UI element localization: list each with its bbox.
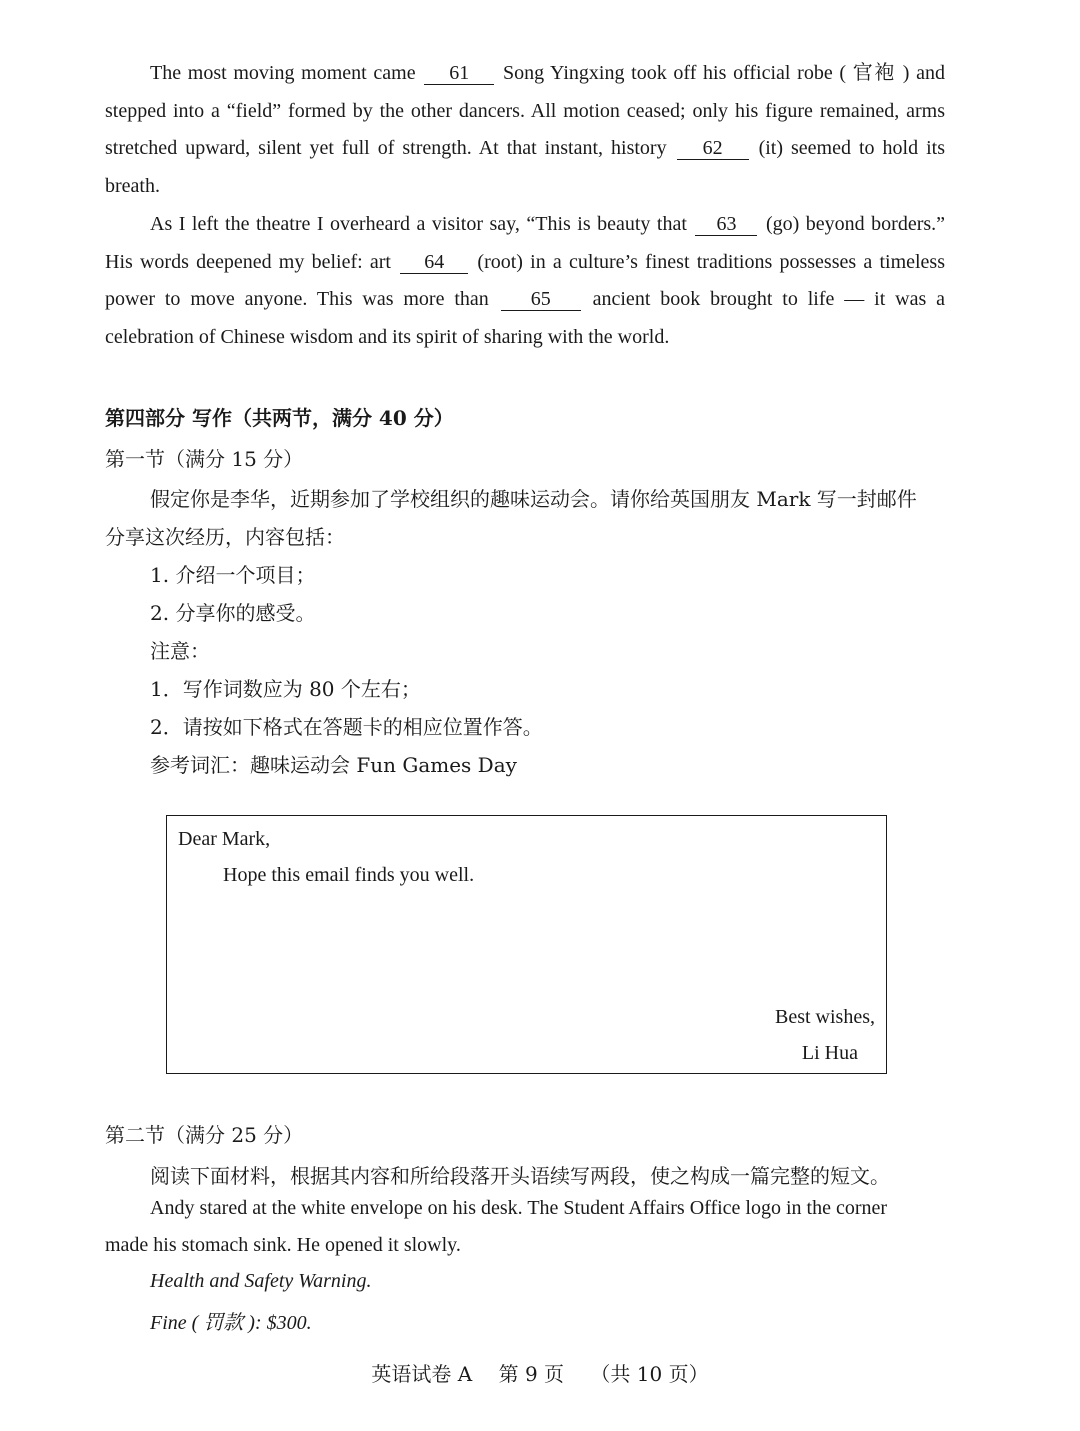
task-point-2: 2. 分享你的感受。 — [150, 601, 316, 625]
passage-text: The most moving moment came — [150, 62, 416, 84]
passage-paragraph-1 — [105, 55, 945, 206]
passage-text: (go) beyond borders.” His words deepened my belief: art — [105, 213, 946, 273]
section-two-title: 第二节（满分 25 分） — [105, 1123, 304, 1147]
note-label: 注意： — [150, 639, 210, 663]
page-footer — [0, 1358, 1080, 1387]
fine-amount: Fine ( 罚款 ): $300. — [150, 1312, 312, 1334]
section-two-instruction: 阅读下面材料，根据其内容和所给段落开头语续写两段，使之构成一篇完整的短文。 — [150, 1164, 890, 1188]
letter-closing: Best wishes, — [775, 1006, 875, 1028]
passage-text: (root) in a culture’s finest traditions possesses a timeless power to move anyone. This was more than — [105, 250, 946, 311]
story-line-1: Andy stared at the white envelope on his desk. The Student Affairs Office logo in the corner — [150, 1197, 888, 1219]
blank-62: 62 — [677, 137, 749, 160]
section-one-title: 第一节（满分 15 分） — [105, 447, 304, 471]
note-1: 1．写作词数应为 80 个左右； — [150, 677, 421, 701]
passage-text: ancient book brought to life — it was a celebration of Chinese wisdom and its spirit of sharing with the world. — [105, 288, 946, 349]
warning-title: Health and Safety Warning. — [150, 1270, 372, 1292]
letter-template-box — [166, 815, 887, 1074]
part-four-title: 第四部分 写作（共两节，满分 40 分） — [105, 406, 454, 430]
passage-text: As I left the theatre I overheard a visitor say, “This is beauty that — [150, 213, 687, 235]
passage-text: (it) seemed to hold its breath. — [105, 137, 945, 198]
passage-text: Song Yingxing took off his official robe ( 官袍 ) and stepped into a “field” formed by the other dancers. All motion ceased; only his figure remained, arms stretched upward, silent yet full of strength. At that instant, history — [105, 62, 946, 160]
task-description-line1: 假定你是李华，近期参加了学校组织的趣味运动会。请你给英国朋友 Mark 写一封邮件 — [150, 487, 917, 511]
blank-64: 64 — [400, 251, 468, 274]
footer-paper-name: 英语试卷 A — [371, 1362, 473, 1386]
passage-paragraph-2 — [105, 206, 945, 357]
reference-vocabulary: 参考词汇：趣味运动会 Fun Games Day — [150, 753, 517, 777]
letter-greeting: Dear Mark, — [178, 828, 271, 850]
letter-opening: Hope this email finds you well. — [223, 864, 475, 886]
letter-signature: Li Hua — [801, 1042, 858, 1064]
footer-total-pages: （共 10 页） — [590, 1362, 709, 1386]
footer-page-number: 第 9 页 — [498, 1362, 565, 1386]
story-line-2: made his stomach sink. He opened it slowly. — [105, 1234, 461, 1256]
note-2: 2．请按如下格式在答题卡的相应位置作答。 — [150, 715, 543, 739]
blank-63: 63 — [695, 213, 757, 236]
task-point-1: 1. 介绍一个项目； — [150, 563, 316, 587]
blank-61: 61 — [424, 62, 494, 85]
task-description-line2: 分享这次经历，内容包括： — [105, 525, 345, 549]
blank-65: 65 — [501, 288, 581, 311]
